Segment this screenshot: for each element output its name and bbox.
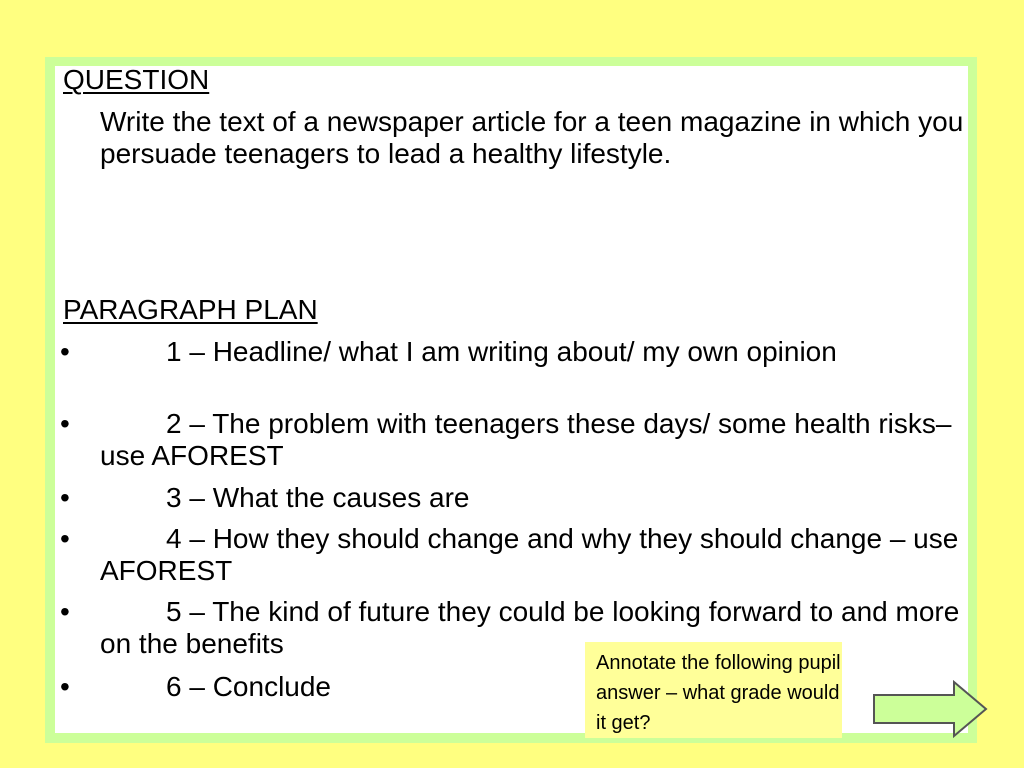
plan-item-text: 3 – What the causes are — [166, 482, 470, 513]
plan-item-text: 6 – Conclude — [166, 671, 332, 702]
next-slide-arrow[interactable] — [874, 682, 986, 736]
bullet-icon: • — [60, 408, 70, 439]
annotation-note: Annotate the following pupil answer – what grade would it get? — [585, 642, 842, 738]
plan-item-text: 5 – The kind of future they could be looking forward to and more on the benefits — [100, 596, 960, 659]
plan-item — [60, 482, 960, 514]
bullet-icon: • — [60, 482, 70, 513]
plan-item — [60, 408, 960, 472]
bullet-icon: • — [60, 671, 70, 702]
paragraph-plan-heading: PARAGRAPH PLAN — [63, 294, 318, 325]
bullet-icon: • — [60, 523, 70, 554]
right-arrow-icon[interactable] — [872, 680, 990, 738]
plan-item-text: 4 – How they should change and why they should change – use AFOREST — [100, 523, 959, 586]
question-text: Write the text of a newspaper article for a teen magazine in which you persuade teenagers to lead a healthy lifestyle. — [100, 106, 964, 169]
plan-item-text: 1 – Headline/ what I am writing about/ my own opinion — [166, 336, 837, 367]
plan-item — [60, 336, 960, 368]
plan-item — [60, 523, 960, 587]
plan-item-text: 2 – The problem with teenagers these days/ some health risks– use AFOREST — [100, 408, 952, 471]
bullet-icon: • — [60, 596, 70, 627]
question-heading: QUESTION — [63, 64, 210, 95]
bullet-icon: • — [60, 336, 70, 367]
